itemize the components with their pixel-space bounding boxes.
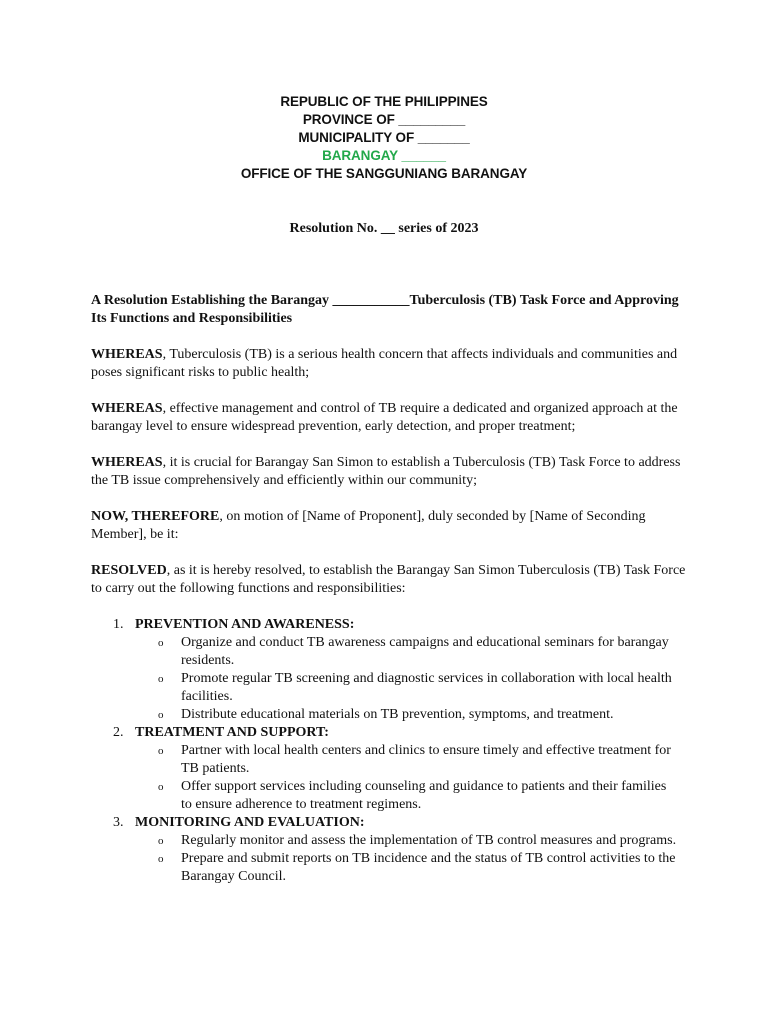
document-header [0, 93, 768, 183]
whereas-paragraph-2 [91, 400, 691, 436]
header-province: PROVINCE OF _________ [302, 112, 466, 127]
bullet-icon: o [158, 781, 164, 793]
list-item-text: Organize and conduct TB awareness campaigns and educational seminars for barangay residents. [181, 635, 669, 668]
section-heading [91, 724, 691, 742]
paragraph-text: , as it is hereby resolved, to establish the Barangay San Simon Tuberculosis (TB) Task Force to carry out the following functions and responsibilities: [91, 563, 686, 596]
header-barangay: BARANGAY ______ [322, 148, 446, 163]
document-body [91, 292, 691, 886]
section-title: MONITORING AND EVALUATION: [135, 815, 365, 830]
section-treatment [91, 724, 691, 814]
resolution-title: A Resolution Establishing the Barangay ___________Tuberculosis (TB) Task Force and Approving Its Functions and Responsibilities [91, 293, 679, 326]
bullet-icon: o [158, 709, 164, 721]
bullet-icon: o [158, 673, 164, 685]
header-office: OFFICE OF THE SANGGUNIANG BARANGAY [240, 166, 528, 181]
section-heading [91, 616, 691, 634]
bullet-icon: o [158, 853, 164, 865]
whereas-paragraph-3 [91, 454, 691, 490]
list-item-text: Regularly monitor and assess the implementation of TB control measures and programs. [181, 833, 677, 848]
section-number: 1. [113, 617, 124, 632]
list-item [91, 634, 691, 670]
paragraph-text: , on motion of [Name of Proponent], duly seconded by [Name of Seconding Member], be it: [91, 509, 646, 542]
header-municipality: MUNICIPALITY OF _______ [298, 130, 470, 145]
section-title: TREATMENT AND SUPPORT: [135, 725, 329, 740]
resolved-paragraph [91, 562, 691, 598]
header-republic: REPUBLIC OF THE PHILIPPINES [280, 94, 488, 109]
bullet-icon: o [158, 745, 164, 757]
paragraph-text: , it is crucial for Barangay San Simon to establish a Tuberculosis (TB) Task Force to address the TB issue comprehensively and efficiently within our community; [91, 455, 681, 488]
list-item [91, 670, 691, 706]
resolution-number: Resolution No. __ series of 2023 [289, 221, 479, 236]
list-item-text: Prepare and submit reports on TB incidence and the status of TB control activities to the Barangay Council. [181, 851, 676, 884]
list-item-text: Partner with local health centers and clinics to ensure timely and effective treatment for TB patients. [181, 743, 671, 776]
paragraph-text: , Tuberculosis (TB) is a serious health concern that affects individuals and communities and poses significant risks to public health; [91, 347, 678, 380]
section-title: PREVENTION AND AWARENESS: [135, 617, 355, 632]
list-item [91, 832, 691, 850]
paragraph-keyword: WHEREAS [91, 401, 163, 416]
paragraph-text: , effective management and control of TB require a dedicated and organized approach at the barangay level to ensure widespread prevention, early detection, and proper treatment; [91, 401, 678, 434]
section-number: 2. [113, 725, 124, 740]
bullet-icon: o [158, 637, 164, 649]
list-item-text: Distribute educational materials on TB prevention, symptoms, and treatment. [181, 707, 614, 722]
list-item [91, 742, 691, 778]
section-number: 3. [113, 815, 124, 830]
section-prevention [91, 616, 691, 724]
now-therefore-paragraph [91, 508, 691, 544]
list-item [91, 778, 691, 814]
list-item [91, 850, 691, 886]
list-item-text: Promote regular TB screening and diagnostic services in collaboration with local health facilities. [181, 671, 672, 704]
list-item-text: Offer support services including counseling and guidance to patients and their families to ensure adherence to treatment regimens. [181, 779, 667, 812]
paragraph-keyword: WHEREAS [91, 455, 163, 470]
paragraph-keyword: NOW, THEREFORE [91, 509, 220, 524]
paragraph-keyword: WHEREAS [91, 347, 163, 362]
whereas-paragraph-1 [91, 346, 691, 382]
section-heading [91, 814, 691, 832]
section-monitoring [91, 814, 691, 886]
bullet-icon: o [158, 835, 164, 847]
paragraph-keyword: RESOLVED [91, 563, 167, 578]
list-item [91, 706, 691, 724]
